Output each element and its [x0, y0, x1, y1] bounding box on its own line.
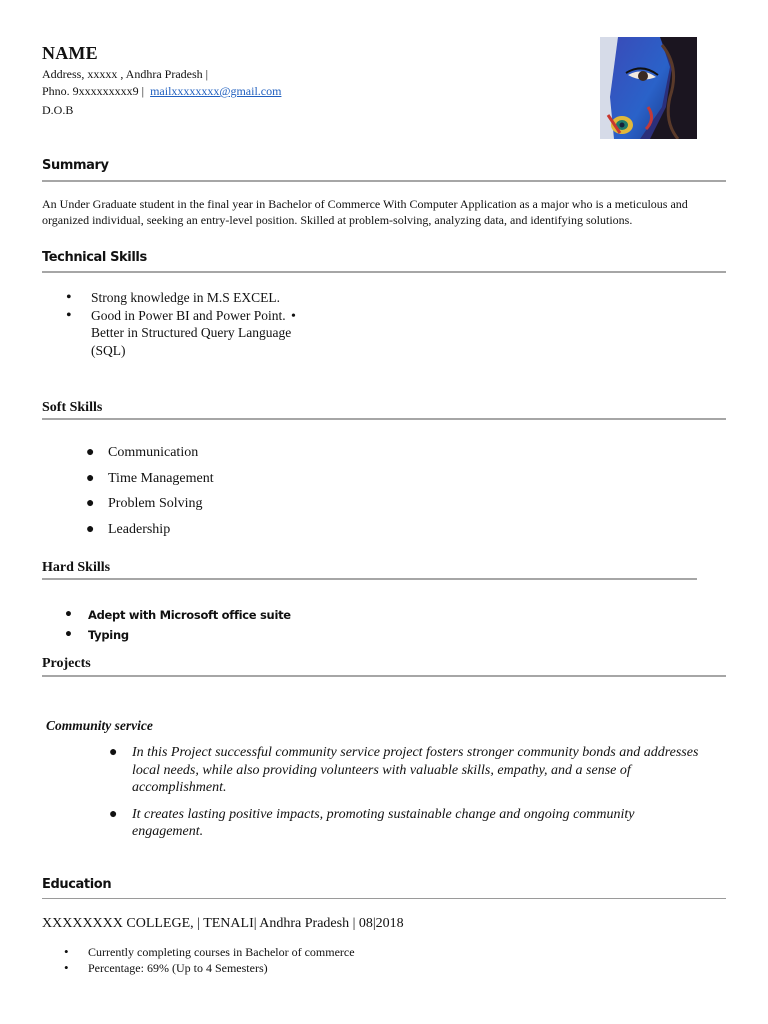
profile-photo — [600, 37, 697, 139]
education-heading: Education — [42, 877, 112, 892]
list-item — [109, 806, 709, 841]
projects-heading: Projects — [42, 656, 91, 671]
bullet-icon: • — [291, 309, 296, 324]
skill-text: Good in Power BI and Power Point. — [91, 307, 286, 323]
bullet-icon: ● — [86, 445, 95, 460]
dob-line: D.O.B — [42, 103, 74, 117]
project-text: It creates lasting positive impacts, promoting sustainable change and ongoing community engagement. — [132, 806, 635, 840]
email-link[interactable]: mailxxxxxxxx@gmail.com — [150, 84, 282, 98]
skill-text: Better in Structured Query Language (SQL) — [91, 325, 292, 359]
project-description-list — [109, 744, 709, 850]
soft-skills-heading: Soft Skills — [42, 400, 103, 415]
bullet-icon: • — [66, 306, 72, 324]
education-text: Percentage: 69% (Up to 4 Semesters) — [88, 961, 268, 975]
list-item — [86, 469, 214, 495]
education-text: Currently completing courses in Bachelor of commerce — [88, 945, 355, 959]
skill-text: Time Management — [108, 470, 214, 486]
skill-text: Communication — [108, 445, 199, 460]
bullet-icon: • — [64, 960, 69, 975]
list-item — [64, 626, 291, 646]
project-text: In this Project successful community service project fosters stronger community bonds and addresses local needs, while also providing volunteers with valuable skills, empathy, and a sense of accomplishment. — [132, 745, 699, 796]
bullet-icon: • — [64, 944, 69, 959]
education-divider — [42, 898, 726, 899]
list-item — [64, 961, 355, 977]
skill-text: Problem Solving — [108, 496, 203, 511]
technical-skills-list — [66, 289, 306, 360]
skill-text: Strong knowledge in M.S EXCEL. — [91, 290, 280, 305]
hard-skills-list — [64, 606, 291, 646]
address-line: Address, xxxxx , Andhra Pradesh | — [42, 67, 209, 81]
contact-line — [42, 83, 281, 100]
summary-divider — [42, 180, 726, 182]
education-details-list — [64, 945, 355, 977]
candidate-name: NAME — [42, 43, 98, 63]
soft-skills-divider — [42, 418, 726, 420]
list-item — [64, 945, 355, 961]
list-item — [64, 606, 291, 626]
bullet-icon: ● — [86, 496, 95, 511]
summary-text: An Under Graduate student in the final year in Bachelor of Commerce With Computer Application as a major who is a meticulous and organized individual, seeking an entry-level position. Skilled at problem-solving, analyzing data, and identifying solutions. — [42, 197, 688, 227]
bullet-icon: ● — [86, 521, 95, 537]
list-item — [66, 324, 306, 359]
college-line: XXXXXXXX COLLEGE, | TENALI| Andhra Pradesh | 08|2018 — [42, 916, 404, 931]
bullet-icon: ● — [109, 806, 118, 822]
skill-text: Adept with Microsoft office suite — [88, 608, 291, 622]
projects-divider — [42, 675, 726, 677]
skill-text: Typing — [88, 628, 129, 642]
bullet-icon: • — [64, 607, 73, 623]
hard-skills-heading: Hard Skills — [42, 560, 111, 575]
bullet-icon: ● — [86, 470, 95, 486]
bullet-icon: • — [64, 627, 73, 643]
soft-skills-list — [86, 443, 214, 545]
list-item — [86, 520, 214, 546]
hard-skills-divider — [42, 578, 697, 580]
list-item — [86, 494, 214, 520]
skill-text: Leadership — [108, 521, 171, 537]
list-item — [66, 307, 306, 325]
list-item — [86, 443, 214, 469]
phone-number: Phno. 9xxxxxxxxx9 | — [42, 84, 145, 98]
summary-heading: Summary — [42, 158, 109, 173]
bullet-icon: ● — [109, 745, 118, 760]
technical-skills-heading: Technical Skills — [42, 250, 147, 265]
list-item — [109, 744, 709, 797]
list-item — [66, 289, 306, 307]
technical-skills-divider — [42, 271, 726, 273]
bullet-icon: • — [66, 289, 72, 306]
project-title: Community service — [46, 718, 153, 733]
